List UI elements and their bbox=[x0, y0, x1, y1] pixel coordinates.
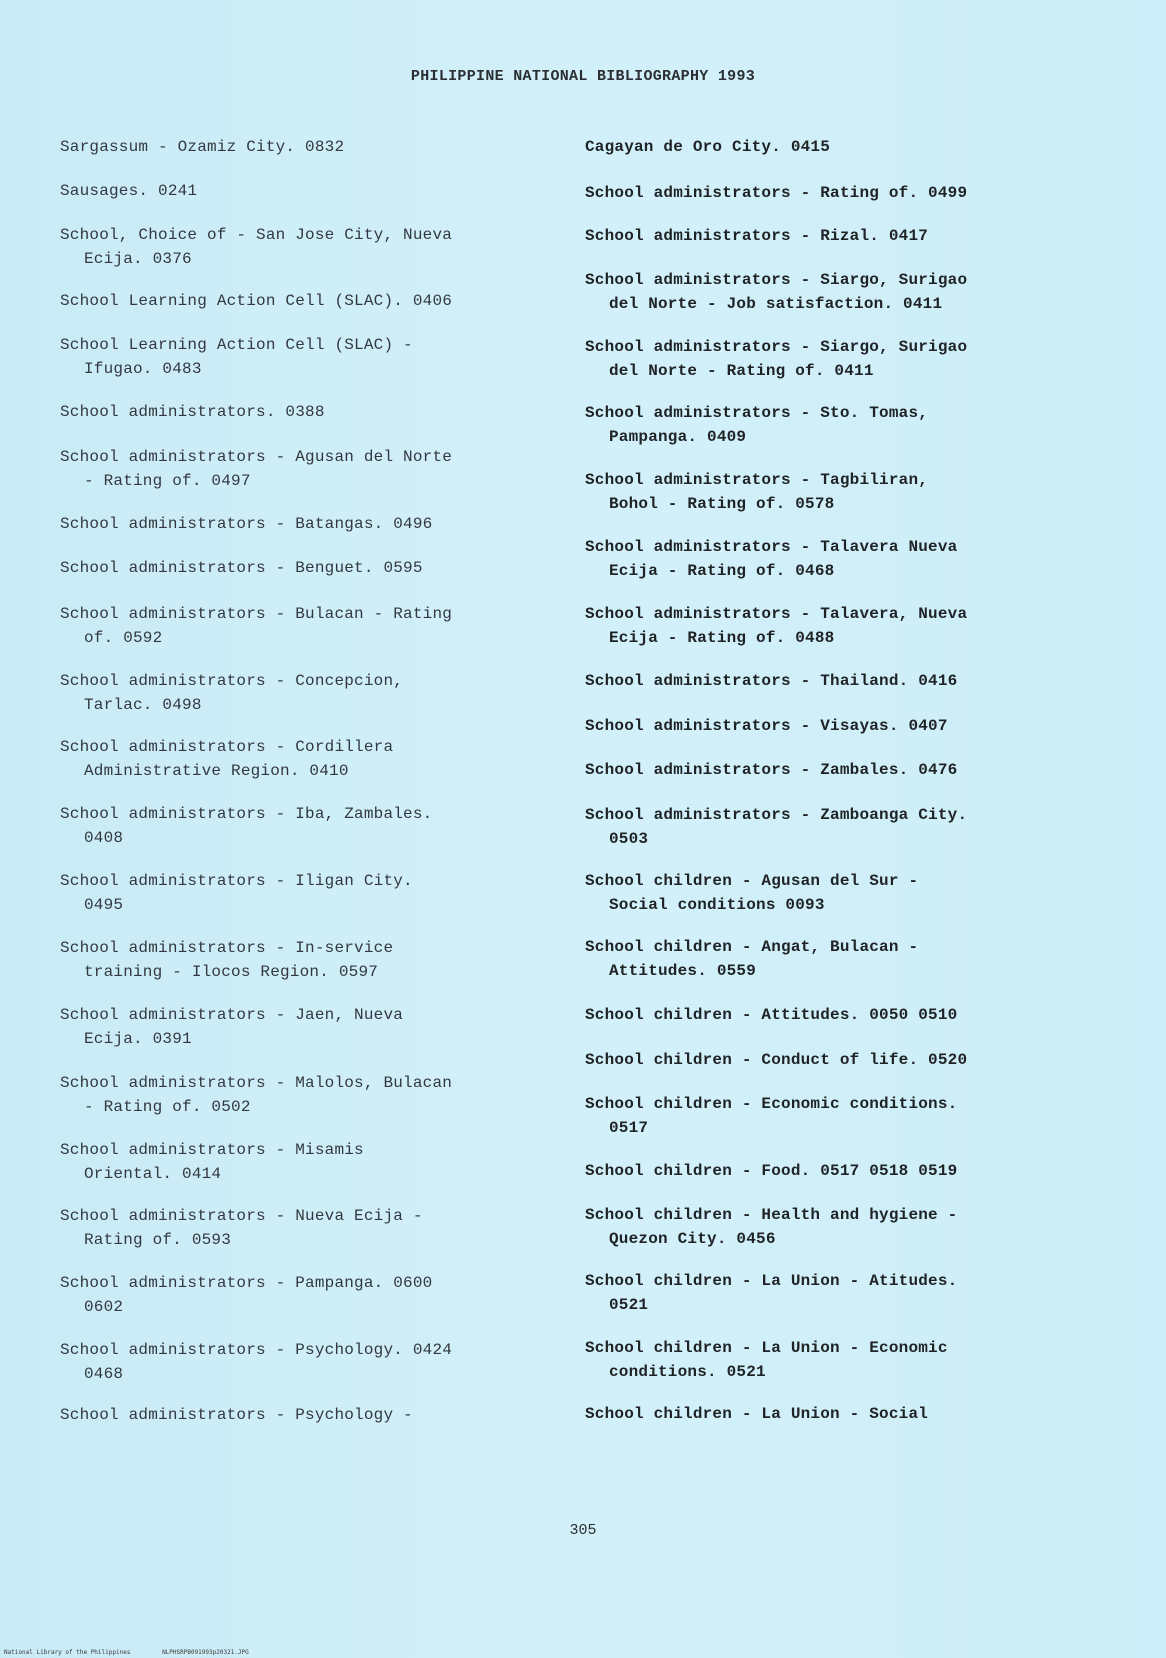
index-entry: School administrators - Malolos, Bulacan - Rating of. 0502 bbox=[60, 1074, 453, 1116]
scan-footer bbox=[4, 1649, 249, 1656]
index-entry: School children - Economic conditions. 0517 bbox=[585, 1095, 958, 1137]
index-entry: School administrators - Batangas. 0496 bbox=[60, 515, 433, 533]
page-number: 305 bbox=[569, 1522, 597, 1539]
index-entry: School administrators - In-service training - Ilocos Region. 0597 bbox=[60, 939, 394, 981]
index-entry: School administrators - Siargo, Surigao del Norte - Job satisfaction. 0411 bbox=[585, 271, 968, 313]
index-entry: School children - La Union - Social bbox=[585, 1405, 929, 1423]
index-entry: Cagayan de Oro City. 0415 bbox=[585, 138, 831, 156]
index-entry: School administrators - Siargo, Surigao del Norte - Rating of. 0411 bbox=[585, 338, 968, 380]
footer-file: NLPHSRPB091993p20321.JPG bbox=[162, 1649, 249, 1656]
index-entry: School administrators - Nueva Ecija - Rating of. 0593 bbox=[60, 1207, 423, 1249]
index-entry: School children - La Union - Economic conditions. 0521 bbox=[585, 1339, 948, 1381]
index-entry: School, Choice of - San Jose City, Nueva Ecija. 0376 bbox=[60, 226, 453, 268]
index-entry: School children - La Union - Atitudes. 0521 bbox=[585, 1272, 958, 1314]
footer-library: National Library of the Philippines bbox=[4, 1649, 131, 1656]
index-entry: School administrators. 0388 bbox=[60, 403, 325, 421]
index-entry: School children - Food. 0517 0518 0519 bbox=[585, 1162, 958, 1180]
index-entry: Sargassum - Ozamiz City. 0832 bbox=[60, 138, 345, 156]
index-entry: School administrators - Jaen, Nueva Ecija. 0391 bbox=[60, 1006, 404, 1048]
index-entry: School children - Conduct of life. 0520 bbox=[585, 1051, 968, 1069]
index-entry: School administrators - Tagbiliran, Bohol - Rating of. 0578 bbox=[585, 471, 929, 513]
index-entry: School administrators - Iba, Zambales. 0408 bbox=[60, 805, 433, 847]
index-entry: School administrators - Agusan del Norte - Rating of. 0497 bbox=[60, 448, 453, 490]
index-entry: School Learning Action Cell (SLAC). 0406 bbox=[60, 292, 453, 310]
index-entry: School administrators - Benguet. 0595 bbox=[60, 559, 423, 577]
index-entry: School administrators - Talavera Nueva Ecija - Rating of. 0468 bbox=[585, 538, 958, 580]
index-entry: School children - Agusan del Sur - Social conditions 0093 bbox=[585, 872, 919, 914]
index-entry: School administrators - Zambales. 0476 bbox=[585, 761, 958, 779]
index-entry: School administrators - Rizal. 0417 bbox=[585, 227, 929, 245]
index-entry: School Learning Action Cell (SLAC) - Ifugao. 0483 bbox=[60, 336, 413, 378]
index-entry: School administrators - Bulacan - Rating of. 0592 bbox=[60, 605, 453, 647]
index-entry: School children - Attitudes. 0050 0510 bbox=[585, 1006, 958, 1024]
index-entry: School administrators - Psychology. 0424 0468 bbox=[60, 1341, 453, 1383]
index-entry: School administrators - Iligan City. 0495 bbox=[60, 872, 413, 914]
index-entry: School administrators - Visayas. 0407 bbox=[585, 717, 948, 735]
index-entry: School administrators - Concepcion, Tarlac. 0498 bbox=[60, 672, 404, 714]
index-entry: School administrators - Zamboanga City. 0503 bbox=[585, 806, 968, 848]
index-entry: School administrators - Talavera, Nueva Ecija - Rating of. 0488 bbox=[585, 605, 968, 647]
page-title: PHILIPPINE NATIONAL BIBLIOGRAPHY 1993 bbox=[410, 68, 756, 85]
index-entry: School children - Health and hygiene - Quezon City. 0456 bbox=[585, 1206, 958, 1248]
index-entry: School administrators - Misamis Oriental. 0414 bbox=[60, 1141, 364, 1183]
index-entry: School children - Angat, Bulacan - Attitudes. 0559 bbox=[585, 938, 919, 980]
index-entry: Sausages. 0241 bbox=[60, 182, 198, 200]
index-entry: School administrators - Rating of. 0499 bbox=[585, 184, 968, 202]
index-entry: School administrators - Pampanga. 0600 0602 bbox=[60, 1274, 433, 1316]
index-entry: School administrators - Cordillera Administrative Region. 0410 bbox=[60, 738, 394, 780]
index-entry: School administrators - Psychology - bbox=[60, 1406, 413, 1424]
index-entry: School administrators - Thailand. 0416 bbox=[585, 672, 958, 690]
index-entry: School administrators - Sto. Tomas, Pampanga. 0409 bbox=[585, 404, 929, 446]
